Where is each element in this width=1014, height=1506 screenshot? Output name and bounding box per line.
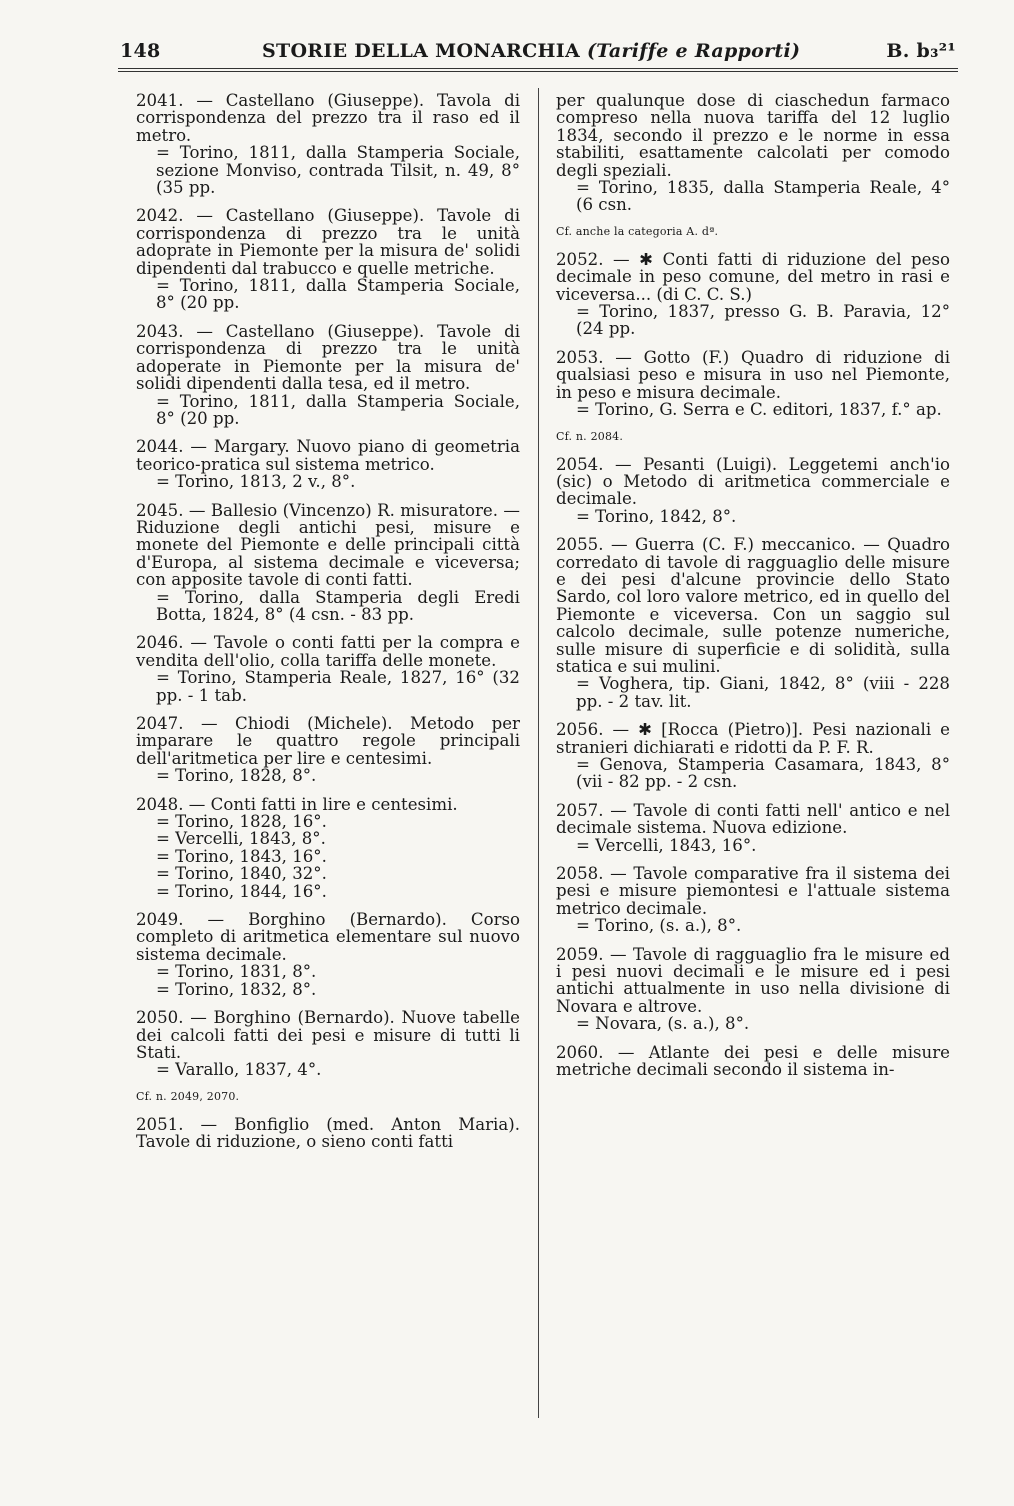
entry-imprint: = Torino, 1828, 16°. <box>156 812 327 832</box>
left-column <box>136 92 520 1162</box>
catalog-entry <box>136 502 520 624</box>
entry-text <box>136 1116 520 1151</box>
catalog-entry <box>556 1044 950 1079</box>
entry-number: 2049. <box>136 910 208 930</box>
entry-description: — Tavole comparative fra il sistema dei pesi e misure piemontesi e l'attuale sistema metrico decimale. <box>556 864 950 918</box>
entry-number: 2051. <box>136 1114 201 1134</box>
entry-description: — Castellano (Giuseppe). Tavole di corrispondenza di prezzo tra le unità adoprate in Piemonte per la misura de' solidi dipendenti dal trabucco e quelle metriche. <box>136 206 521 278</box>
right-column <box>556 92 950 1090</box>
entry-text <box>556 946 950 1016</box>
catalog-entry <box>136 323 520 427</box>
running-title-main: STORIE DELLA MONARCHIA <box>262 40 581 62</box>
entry-number: 2060. <box>556 1042 618 1062</box>
catalog-entry <box>556 946 950 1033</box>
entry-text <box>556 251 950 303</box>
entry-description: — Margary. Nuovo piano di geometria teorico-pratica sul sistema metrico. <box>136 437 520 474</box>
catalog-entry <box>556 802 950 854</box>
entry-number: 2041. <box>136 91 197 110</box>
entry-description: — Chiodi (Michele). Metodo per imparare le quattro regole principali dell'aritmetica per lire e centesimi. <box>136 714 520 768</box>
entry-imprint: = Torino, (s. a.), 8°. <box>576 916 742 936</box>
entry-description: — ✱ Conti fatti di riduzione del peso decimale in peso comune, del metro in rasi e viceversa... (di C. C. S.) <box>556 249 951 304</box>
entry-imprint: = Torino, dalla Stamperia degli Eredi Botta, 1824, 8° (4 csn. - 83 pp. <box>156 587 520 624</box>
entry-number: 2053. <box>556 347 616 367</box>
catalog-entry <box>136 207 520 311</box>
catalog-entry <box>136 715 520 785</box>
entry-description: per qualunque dose di ciaschedun farmaco compreso nella nuova tariffa del 12 luglio 1834, secondo il prezzo e le norme in essa stabiliti, esattamente calcolati per comodo degli speziali. <box>556 91 950 180</box>
entry-text <box>136 502 520 589</box>
catalog-entry <box>136 634 520 704</box>
column-divider <box>538 88 539 1418</box>
entry-text <box>556 456 950 508</box>
entry-imprint: = Torino, 1831, 8°. <box>156 962 317 982</box>
entry-imprint: = Torino, 1811, dalla Stamperia Sociale, 8° (20 pp. <box>156 276 520 313</box>
entry-description: — Bonfiglio (med. Anton Maria). Tavole di riduzione, o sieno conti fatti <box>136 1114 520 1152</box>
entry-text <box>556 1044 950 1079</box>
entry-description: — Tavole di ragguaglio fra le misure ed i pesi nuovi decimali e le misure ed i pesi antichi attualmente in uso nella divisione di Novara e altrove. <box>556 944 950 1016</box>
entry-number: 2055. <box>556 535 611 555</box>
entry-imprint: = Vercelli, 1843, 8°. <box>156 829 326 849</box>
entry-imprint: = Torino, 1828, 8°. <box>156 766 317 786</box>
entry-imprint: = Torino, Stamperia Reale, 1827, 16° (32 pp. - 1 tab. <box>156 668 520 705</box>
entry-number: 2045. <box>136 500 189 520</box>
entry-description: — Atlante dei pesi e delle misure metriche decimali secondo il sistema in- <box>556 1042 951 1080</box>
catalog-entry <box>136 92 520 196</box>
entry-description: — Borghino (Bernardo). Nuove tabelle dei calcoli fatti dei pesi e misure di tutti li Stati. <box>136 1008 521 1062</box>
entry-text <box>556 92 950 179</box>
catalog-entry <box>556 536 950 710</box>
entry-number: 2047. <box>136 714 201 733</box>
entry-imprint: = Torino, 1811, dalla Stamperia Sociale, sezione Monviso, contrada Tilsit, n. 49, 8° (35 pp. <box>156 143 520 198</box>
entry-number: 2048. <box>136 794 189 814</box>
signature-mark: B. b₃²¹ <box>886 40 956 62</box>
entry-text <box>136 634 520 669</box>
entry-imprint: = Torino, 1811, dalla Stamperia Sociale, 8° (20 pp. <box>156 391 520 428</box>
entry-imprint: = Torino, G. Serra e C. editori, 1837, f.° ap. <box>576 400 942 420</box>
entry-number: 2050. <box>136 1008 191 1028</box>
entry-text <box>136 911 520 963</box>
catalog-entry <box>556 456 950 526</box>
entry-number: 2046. <box>136 633 191 653</box>
entry-number: 2059. <box>556 944 610 964</box>
entry-description: — Castellano (Giuseppe). Tavola di corrispondenza del prezzo tra il raso ed il metro. <box>136 91 521 145</box>
entry-imprint: = Torino, 1832, 8°. <box>156 979 317 999</box>
entry-imprint: = Torino, 1813, 2 v., 8°. <box>156 472 356 492</box>
entry-number: 2056. <box>556 720 613 740</box>
entry-imprint: = Varallo, 1837, 4°. <box>156 1060 322 1080</box>
entry-description: — Borghino (Bernardo). Corso completo di aritmetica elementare sul nuovo sistema decimale. <box>136 910 521 964</box>
running-title <box>262 40 800 62</box>
catalog-entry <box>136 1116 520 1151</box>
entry-text <box>556 802 950 837</box>
entry-description: — Ballesio (Vincenzo) R. misuratore. — Riduzione degli antichi pesi, misure e monete del Piemonte e delle principali città d'Europa, al sistema decimale e viceversa; con apposite tavole di conti fatti. <box>136 500 520 590</box>
entry-text <box>136 323 520 393</box>
entry-imprint: = Genova, Stamperia Casamara, 1843, 8° (vii - 82 pp. - 2 csn. <box>576 755 950 792</box>
entry-imprint: = Vercelli, 1843, 16°. <box>576 835 757 855</box>
entry-imprint: = Torino, 1840, 32°. <box>156 864 327 884</box>
entry-description: — Tavole di conti fatti nell' antico e nel decimale sistema. Nuova edizione. <box>556 800 951 838</box>
entry-number: 2058. <box>556 864 611 884</box>
catalog-entry <box>136 911 520 998</box>
cross-reference: Cf. n. 2049, 2070. <box>136 1089 240 1103</box>
entry-description: — Castellano (Giuseppe). Tavole di corrispondenza di prezzo tra le unità adoperate in Piemonte per la misura de' solidi dipendenti dalla tesa, ed il metro. <box>136 321 521 394</box>
entry-imprint: = Torino, 1844, 16°. <box>156 881 327 901</box>
entry-number: 2057. <box>556 800 611 820</box>
entry-imprint: = Torino, 1835, dalla Stamperia Reale, 4° (6 csn. <box>576 178 950 215</box>
entry-number: 2043. <box>136 321 197 341</box>
entry-text <box>136 438 520 473</box>
entry-text <box>136 207 520 277</box>
entry-description: — Tavole o conti fatti per la compra e vendita dell'olio, colla tariffa delle monete. <box>136 633 520 670</box>
entry-imprint: = Torino, 1843, 16°. <box>156 846 327 866</box>
entry-text <box>136 1009 520 1061</box>
catalog-entry <box>556 92 950 214</box>
entry-text <box>136 796 520 813</box>
entry-imprint: = Torino, 1842, 8°. <box>576 506 737 526</box>
entry-text <box>556 865 950 917</box>
entry-number: 2054. <box>556 454 616 474</box>
entry-text <box>556 536 950 675</box>
entry-description: — Guerra (C. F.) meccanico. — Quadro corredato di tavole di ragguaglio delle misure e dei pesi d'alcune provincie dello Stato Sardo, col loro valore metrico, ed in quello del Piemonte e viceversa. Con un saggio sul calcolo decimale, sulle potenze numeriche, sulle misure di superficie e di solidità, sulla statica e sui mulini. <box>556 535 950 676</box>
running-header <box>114 36 956 66</box>
entry-description: — Pesanti (Luigi). Leggetemi anch'io (sic) o Metodo di aritmetica commerciale e decimale. <box>556 454 951 509</box>
catalog-entry <box>136 1009 520 1079</box>
cross-reference: Cf. anche la categoria A. dª. <box>556 224 719 238</box>
entry-description: — Gotto (F.) Quadro di riduzione di qualsiasi peso e misura in uso nel Piemonte, in peso e misura decimale. <box>556 347 950 402</box>
catalog-entry <box>556 251 950 338</box>
entry-description: — Conti fatti in lire e centesimi. <box>188 794 458 814</box>
entry-number: 2044. <box>136 437 191 457</box>
entry-number: 2042. <box>136 206 197 226</box>
catalog-entry <box>136 796 520 900</box>
header-rule-double <box>118 71 958 72</box>
running-title-sub: (Tariffe e Rapporti) <box>586 40 801 62</box>
entry-text <box>136 715 520 767</box>
entry-imprint: = Torino, 1837, presso G. B. Paravia, 12° (24 pp. <box>576 302 950 339</box>
cross-reference: Cf. n. 2084. <box>556 429 624 443</box>
entry-text <box>136 92 520 144</box>
entry-number: 2052. <box>556 249 614 269</box>
header-rule <box>118 68 958 69</box>
entry-text <box>556 721 950 756</box>
entry-text <box>556 349 950 401</box>
page-number: 148 <box>120 40 161 62</box>
catalog-entry <box>556 349 950 419</box>
catalog-entry <box>136 438 520 490</box>
entry-imprint: = Voghera, tip. Giani, 1842, 8° (viii - 228 pp. - 2 tav. lit. <box>576 674 950 711</box>
entry-imprint: = Novara, (s. a.), 8°. <box>576 1014 750 1034</box>
entry-description: — ✱ [Rocca (Pietro)]. Pesi nazionali e stranieri dichiarati e ridotti da P. F. R. <box>556 720 950 757</box>
catalog-entry <box>556 721 950 791</box>
catalog-entry <box>556 865 950 935</box>
